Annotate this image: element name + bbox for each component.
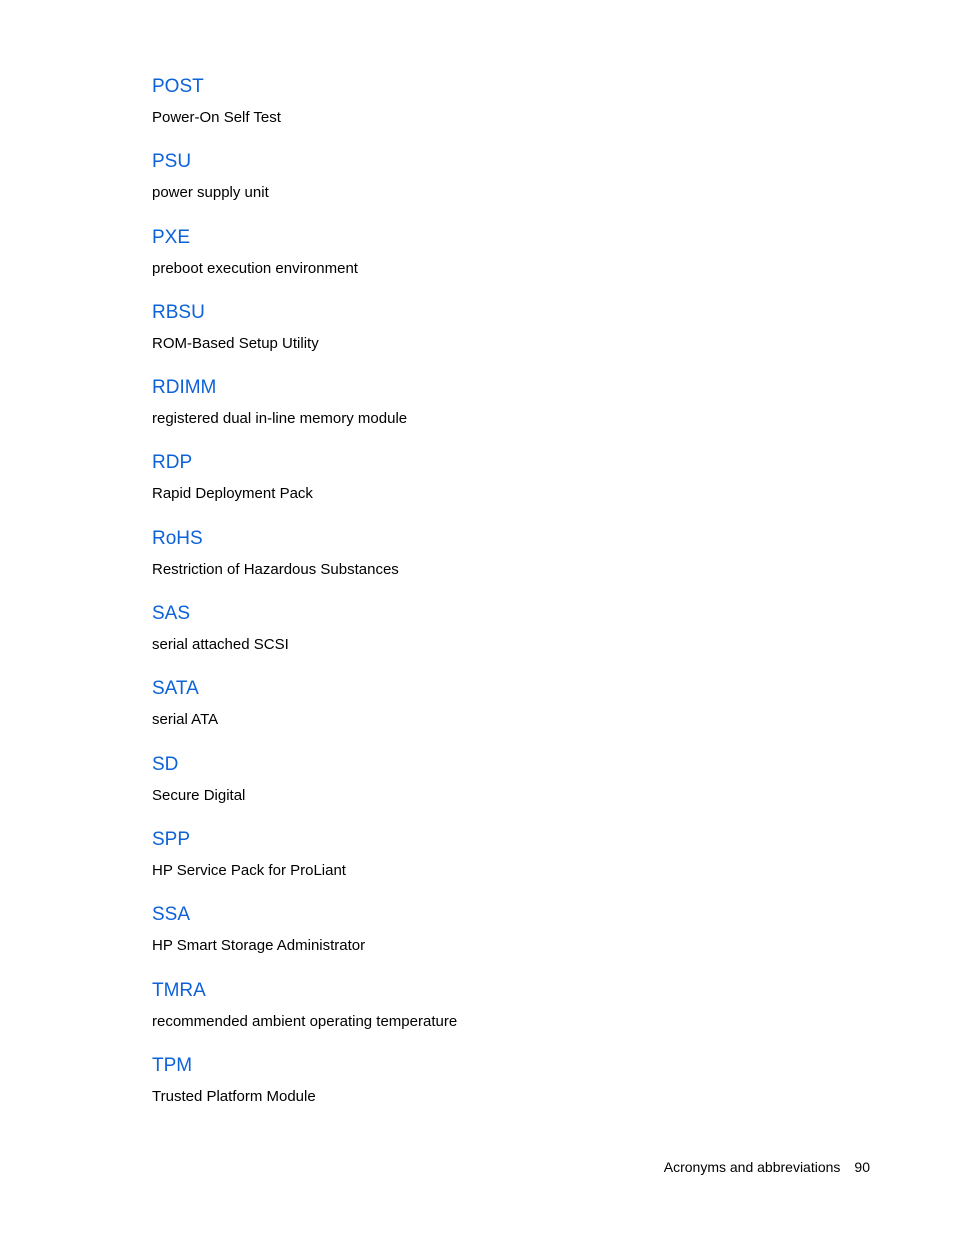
glossary-entry (152, 978, 792, 1053)
glossary-definition: Restriction of Hazardous Substances (152, 560, 399, 578)
glossary-definition: preboot execution environment (152, 259, 358, 277)
glossary-term: RoHS (152, 527, 203, 549)
glossary-entry (152, 450, 792, 525)
glossary-entry (152, 300, 792, 375)
glossary-term: SAS (152, 603, 191, 625)
glossary-list (152, 74, 792, 1128)
glossary-definition: HP Service Pack for ProLiant (152, 861, 346, 879)
glossary-definition: recommended ambient operating temperature (152, 1012, 458, 1030)
glossary-term: SATA (152, 678, 199, 700)
glossary-term: PXE (152, 226, 191, 248)
glossary-entry (152, 1053, 792, 1128)
glossary-term: RBSU (152, 301, 205, 323)
glossary-term: TPM (152, 1054, 193, 1076)
glossary-entry (152, 827, 792, 902)
glossary-entry (152, 74, 792, 149)
glossary-term: TMRA (152, 979, 206, 1001)
glossary-definition: Power-On Self Test (152, 109, 281, 126)
page-footer (664, 1158, 870, 1176)
page-number: 90 (854, 1159, 870, 1175)
glossary-entry (152, 752, 792, 827)
glossary-entry (152, 375, 792, 450)
glossary-entry (152, 149, 792, 224)
glossary-entry (152, 601, 792, 676)
glossary-definition: serial ATA (152, 711, 219, 729)
glossary-definition: registered dual in-line memory module (152, 410, 408, 428)
glossary-term: SD (152, 753, 179, 775)
glossary-term: RDIMM (152, 377, 217, 399)
glossary-definition: power supply unit (152, 184, 269, 202)
glossary-entry (152, 225, 792, 300)
glossary-term: POST (152, 76, 204, 97)
glossary-term: SPP (152, 828, 191, 850)
glossary-definition: ROM-Based Setup Utility (152, 334, 319, 352)
glossary-entry (152, 676, 792, 751)
glossary-entry (152, 526, 792, 601)
glossary-entry (152, 902, 792, 977)
glossary-term: PSU (152, 151, 192, 173)
glossary-definition: Secure Digital (152, 786, 246, 804)
glossary-definition: serial attached SCSI (152, 636, 289, 654)
glossary-term: SSA (152, 904, 191, 926)
glossary-definition: HP Smart Storage Administrator (152, 937, 366, 955)
glossary-definition: Trusted Platform Module (152, 1087, 316, 1105)
glossary-definition: Rapid Deployment Pack (152, 485, 313, 503)
footer-section-title: Acronyms and abbreviations (663, 1159, 841, 1175)
glossary-term: RDP (152, 452, 193, 474)
